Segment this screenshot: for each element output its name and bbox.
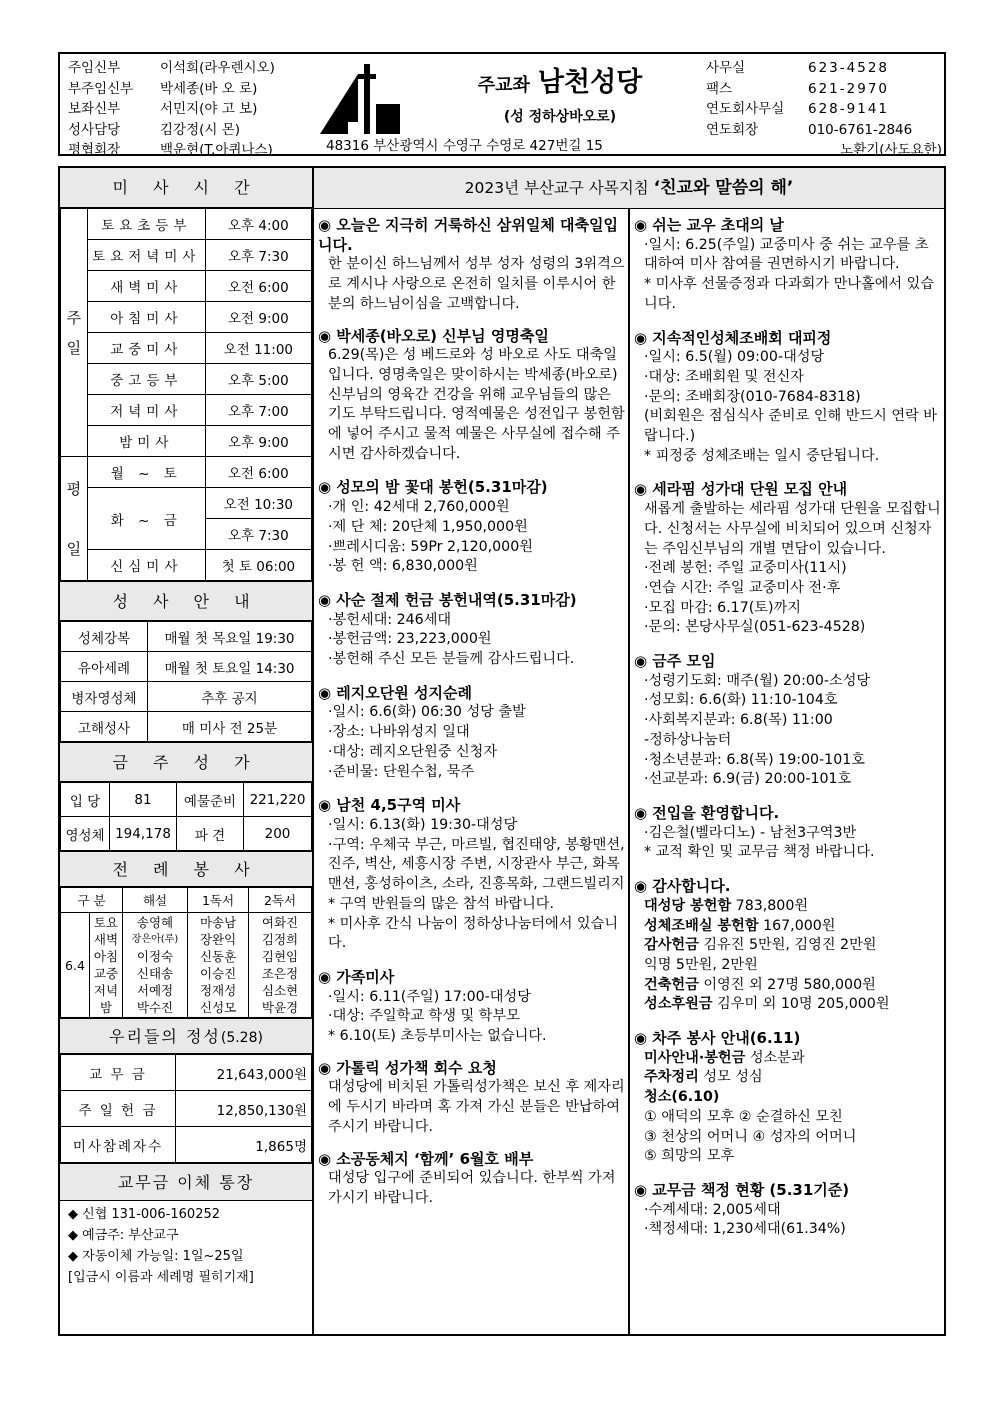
notice-line: ·봉헌금액: 23,223,000원	[328, 631, 492, 648]
notice-line: ·사회복지분과: 6.8(목) 11:00	[644, 712, 833, 729]
notice-line: ·문의: 본당사무실(051-623-4528)	[644, 619, 866, 636]
notice-line: ·성모회: 6.6(화) 11:10-104호	[644, 692, 838, 709]
hymn-number: 221,220	[244, 783, 312, 817]
liturgy-date-cell	[61, 913, 123, 1018]
notice-line: 6.29(목)은 성 베드로와 성 바오로 사도 대축일입니다. 영명축일은 맞이하시는 박세종(바오로)신부님의 영육간 건강을 위해 교우님들의 많은 기도 부탁드립니다. 영적예물은 성전입구 봉헌함에 넣어 주시고 물적 예물은 사무실에 접수해 주시면 감사하겠습니다.	[328, 347, 625, 462]
offering-amount: 1,865명	[176, 1127, 312, 1163]
sacrament-schedule: 매 미사 전 25분	[148, 712, 312, 742]
notices-right	[634, 216, 942, 1254]
contact-row	[706, 140, 942, 161]
liturgy-cell	[249, 913, 312, 1018]
account-line: [입금시 이름과 세례명 필히기재]	[68, 1270, 254, 1285]
mass-times-table	[60, 208, 312, 581]
account-line: ◆ 예금주: 부산교구	[68, 1228, 179, 1243]
mass-name: 교중미사	[87, 333, 205, 364]
notice-title: ◉ 레지오단원 성지순례	[318, 683, 472, 702]
sacrament-name: 병자영성체	[61, 682, 148, 712]
notice-title: ◉ 세라핌 성가대 단원 모집 안내	[634, 480, 848, 499]
notice-line: -정하상나눔터	[644, 731, 732, 748]
contact-row	[706, 99, 942, 120]
liturgy-date-wrap	[61, 913, 122, 1017]
notice-line: * 미사후 선물증정과 다과회가 만나홀에서 있습니다.	[644, 276, 935, 312]
notice-line: ·봉헌세대: 246세대	[328, 611, 452, 628]
contact-row	[706, 120, 942, 141]
sacrament-schedule: 매월 첫 목요일 19:30	[148, 622, 312, 652]
liturgy-person: 박수진	[136, 1000, 174, 1015]
weekday-label: 평 일	[61, 457, 88, 581]
liturgy-person: 신성모	[199, 1000, 237, 1015]
liturgy-person: 이승진	[199, 966, 237, 981]
notice-line: 건축헌금 이영진 외 27명 580,000원	[644, 976, 876, 993]
choir-row	[61, 783, 312, 817]
notice-item	[634, 877, 942, 1015]
liturgy-person: 신태송	[136, 966, 174, 981]
liturgy-mass-name: 새벽	[93, 932, 119, 947]
notice-line: ·일시: 6.13(화) 19:30-대성당	[328, 816, 518, 833]
offering-amount: 12,850,130원	[176, 1091, 312, 1127]
liturgy-row	[61, 913, 312, 1018]
staff-name: 김강정(시 몬)	[160, 121, 241, 138]
contact-value: 623-4528	[808, 60, 889, 76]
offering-label: 미사참례자수	[61, 1127, 176, 1163]
mass-time: 오전 9:00	[205, 302, 311, 333]
notice-item	[634, 1181, 942, 1240]
parish-address: 48316 부산광역시 수영구 수영로 427번길 15	[326, 138, 603, 154]
mass-row	[61, 240, 312, 271]
sacrament-row	[61, 712, 312, 742]
notice-line: 새롭게 출발하는 세라핌 성가대 단원을 모집합니다. 신청서는 사무실에 비치되어 있으며 신청자는 주임신부님의 개별 면담이 있습니다.	[644, 501, 941, 557]
liturgy-person: 심소현	[261, 983, 299, 998]
notice-line: ·김은철(벨라디노) - 남천3구역3반	[644, 824, 857, 841]
liturgy-person: 여화진	[261, 915, 299, 930]
notice-title: ◉ 교무금 책정 현황 (5.31기준)	[634, 1180, 850, 1199]
notice-line: 성체조배실 봉헌함 167,000원	[644, 917, 836, 934]
liturgy-header-row	[61, 888, 312, 913]
sacrament-row	[61, 652, 312, 682]
offering-table	[60, 1054, 312, 1163]
notice-item	[318, 1150, 626, 1209]
staff-role: 보좌신부	[68, 101, 121, 117]
mass-row	[61, 271, 312, 302]
notice-line: ·구역: 우체국 부근, 마르빌, 협진태양, 봉황맨션, 진주, 벽산, 세흥시장 주변, 시장관사 부근, 화목맨션, 홍성하이츠, 소라, 진흥목화, 그랜드빌리지	[328, 836, 625, 893]
contact-value: 621-2970	[808, 80, 889, 97]
contact-value: 010-6761-2846	[808, 121, 913, 138]
liturgy-person: 마송남	[199, 915, 237, 930]
mass-name: 월 ~ 토	[87, 457, 205, 488]
contact-label: 사무실	[706, 60, 746, 76]
liturgy-person: 조은정	[261, 966, 299, 981]
mass-time: 오후 7:30	[205, 519, 311, 550]
mass-row	[61, 209, 312, 240]
liturgy-cell	[123, 913, 188, 1018]
notice-title: ◉ 감사합니다.	[634, 877, 731, 896]
notice-title: ◉ 차주 봉사 안내(6.11)	[634, 1029, 801, 1048]
staff-row	[68, 120, 275, 141]
liturgy-date: 6.4	[65, 957, 85, 973]
notice-line: ·문의: 조배회장(010-7684-8318)	[644, 388, 861, 405]
liturgy-cell	[188, 913, 249, 1018]
mass-time: 오후 7:30	[205, 240, 311, 271]
staff-name: 이석희(라우렌시오)	[160, 60, 275, 76]
mass-time: 오후 4:00	[205, 209, 311, 240]
staff-row	[68, 58, 275, 79]
sacrament-name: 성체강복	[61, 622, 148, 652]
liturgy-person: 장완익	[199, 932, 237, 947]
notice-item	[318, 796, 626, 954]
liturgy-person: 김현임	[261, 949, 299, 964]
left-column	[60, 168, 312, 1291]
notice-item	[318, 591, 626, 670]
mass-name: 신심미사	[87, 550, 205, 581]
mass-name: 화 ~ 금	[87, 488, 205, 550]
sacrament-name: 유아세례	[61, 652, 148, 682]
offering-amount: 21,643,000원	[176, 1055, 312, 1091]
mass-time: 첫 토 06:00	[205, 550, 311, 581]
notice-item	[318, 1059, 626, 1138]
notice-line: * 구역 반원들의 많은 참석 바랍니다.	[328, 895, 555, 912]
liturgy-person: 서예정	[136, 983, 174, 998]
contact-list	[706, 58, 942, 161]
mass-time: 오전 10:30	[205, 488, 311, 519]
offering-row	[61, 1055, 312, 1091]
mass-row	[61, 426, 312, 457]
liturgy-mass-list	[89, 913, 122, 1017]
notice-line: ·제 단 체: 20단체 1,950,000원	[328, 518, 528, 535]
sacrament-row	[61, 682, 312, 712]
notice-line: ·일시: 6.5(월) 09:00-대성당	[644, 349, 825, 366]
contact-label: 연도회장	[706, 121, 759, 138]
notice-line: 주차정리 성모 성심	[644, 1069, 763, 1086]
notice-line: 청소(6.10)	[644, 1089, 720, 1106]
notice-title: ◉ 가족미사	[318, 967, 395, 986]
notice-line: ·청소년분과: 6.8(목) 19:00-101호	[644, 751, 865, 768]
contact-label: 팩스	[706, 80, 733, 97]
sacrament-schedule: 매월 첫 토요일 14:30	[148, 652, 312, 682]
notice-line: ·일시: 6.6(화) 06:30 성당 출발	[328, 704, 526, 721]
staff-role: 성사담당	[68, 121, 121, 138]
notice-title: ◉ 금주 모임	[634, 652, 716, 671]
liturgy-person: 김정희	[261, 932, 299, 947]
account-info	[64, 1201, 316, 1291]
notice-title: ◉ 전입을 환영합니다.	[634, 803, 780, 822]
contact-value: 노환기(사도요한)	[840, 142, 942, 158]
notice-line: ·봉헌해 주신 모든 분들께 감사드립니다.	[328, 651, 575, 668]
hymn-number: 194,178	[110, 817, 177, 851]
mass-row	[61, 364, 312, 395]
notice-line: 대성당 입구에 준비되어 있습니다. 한부씩 가져 가시기 바랍니다.	[328, 1170, 616, 1206]
account-line: ◆ 신협 131-006-160252	[68, 1207, 221, 1222]
mass-name: 중고등부	[87, 364, 205, 395]
staff-list	[68, 58, 275, 161]
liturgy-person: 정재성	[199, 983, 237, 998]
notice-line: ·모집 마감: 6.17(토)까지	[644, 599, 801, 616]
notice-item	[634, 804, 942, 863]
mass-name: 토요저녁미사	[87, 240, 205, 271]
notice-title: ◉ 오늘은 지극히 거룩하신 삼위일체 대축일입니다.	[318, 216, 619, 254]
notice-line: ·개 인: 42세대 2,760,000원	[328, 499, 510, 516]
notice-item	[634, 1029, 942, 1167]
mass-row	[61, 302, 312, 333]
choir-table	[60, 782, 312, 851]
notice-line: 한 분이신 하느님께서 성부 성자 성령의 3위격으로 계시나 사랑으로 온전히 일치를 이루시어 한 분의 하느님이심을 고백합니다.	[328, 256, 625, 312]
offering-row	[61, 1127, 312, 1163]
mass-time: 오전 11:00	[205, 333, 311, 364]
staff-role: 주임신부	[68, 60, 121, 76]
notice-item	[318, 327, 626, 465]
diocese-motto-banner: 2023년 부산교구 사목지침 ‘친교와 말씀의 해’	[314, 168, 944, 208]
liturgy-mass-name: 아침	[93, 949, 119, 964]
hymn-label: 입 당	[61, 783, 110, 817]
notice-line: ·성령기도회: 매주(월) 20:00-소성당	[644, 672, 871, 689]
notice-line: ·일시: 6.25(주일) 교중미사 중 쉬는 교우를 초대하여 미사 참여를 권면하시기 바랍니다.	[644, 236, 929, 273]
notice-item	[318, 684, 626, 783]
notice-title: ◉ 남천 4,5구역 미사	[318, 796, 461, 815]
notice-line: ⑤ 희망의 모후	[644, 1148, 735, 1165]
staff-role: 평협회장	[68, 142, 121, 158]
notice-line: ·대상: 레지오단원중 신청자	[328, 743, 498, 760]
mass-name: 토요초등부	[87, 209, 205, 240]
notice-item	[318, 478, 626, 577]
choir-heading: 금 주 성 가	[60, 742, 312, 782]
sunday-label: 주 일	[61, 209, 88, 457]
notice-title: ◉ 가톨릭 성가책 회수 요청	[318, 1058, 497, 1077]
liturgy-col-header: 구 분	[61, 888, 123, 913]
notice-item	[634, 480, 942, 638]
staff-role: 부주임신부	[68, 80, 134, 97]
choir-row	[61, 817, 312, 851]
mass-name: 새벽미사	[87, 271, 205, 302]
liturgy-mass-name: 교중	[93, 966, 119, 981]
liturgy-person: 송영혜	[136, 915, 174, 930]
notice-line: (비회원은 점심식사 준비로 인해 반드시 연락 바랍니다.)	[644, 408, 937, 445]
sacrament-schedule: 추후 공지	[148, 682, 312, 712]
notice-line: 성소후원금 김우미 외 10명 205,000원	[644, 996, 890, 1013]
staff-name: 박세종(바 오 로)	[160, 80, 258, 97]
notice-line: ·준비물: 단원수첩, 묵주	[328, 763, 475, 780]
notice-line: ·봉 헌 액: 6,830,000원	[328, 558, 478, 575]
parish-title: 주교좌 남천성당	[477, 67, 643, 98]
mass-time: 오후 7:00	[205, 395, 311, 426]
liturgy-mass-name: 저녁	[93, 983, 119, 998]
contact-label: 연도회사무실	[706, 101, 785, 117]
notice-line: ·책정세대: 1,230세대(61.34%)	[644, 1221, 846, 1238]
mass-row	[61, 488, 312, 519]
mass-time: 오후 5:00	[205, 364, 311, 395]
notice-line: ① 애덕의 모후 ② 순결하신 모친	[644, 1108, 843, 1125]
offering-row	[61, 1091, 312, 1127]
sacrament-name: 고해성사	[61, 712, 148, 742]
bulletin-header	[58, 52, 946, 156]
account-line: ◆ 자동이체 가능일: 1일~25일	[68, 1249, 244, 1264]
patron-saint: (성 정하상바오로)	[503, 109, 617, 125]
liturgy-mass-name: 밤	[99, 1000, 113, 1015]
mass-time: 오전 6:00	[205, 457, 311, 488]
notice-line: * 교적 확인 및 교무금 책정 바랍니다.	[644, 844, 875, 861]
hymn-label: 파 견	[177, 817, 244, 851]
mass-name: 저녁미사	[87, 395, 205, 426]
mass-name: 아침미사	[87, 302, 205, 333]
notice-line: ·수계세대: 2,005세대	[644, 1201, 781, 1218]
contact-row	[706, 58, 942, 79]
notice-line: ·연습 시간: 주일 교중미사 전·후	[644, 579, 841, 596]
mass-row	[61, 333, 312, 364]
staff-name: 백운현(T.아퀴나스)	[160, 142, 273, 158]
notices-left	[318, 216, 626, 1223]
contact-value: 628-9141	[808, 101, 889, 117]
mass-row	[61, 550, 312, 581]
notice-line: 미사안내·봉헌금 성소분과	[644, 1049, 805, 1066]
notice-item	[634, 329, 942, 467]
liturgy-person: 장은아(루)	[131, 934, 179, 945]
liturgy-person: 박윤경	[261, 1000, 299, 1015]
notice-line: ·장소: 나바위성지 일대	[328, 724, 470, 741]
liturgy-col-header: 해설	[123, 888, 188, 913]
notice-item	[634, 216, 942, 315]
contact-label	[706, 140, 802, 161]
liturgy-col-header: 1독서	[188, 888, 249, 913]
notice-item	[634, 652, 942, 790]
sacrament-row	[61, 622, 312, 652]
staff-row	[68, 79, 275, 100]
notice-line: * 6.10(토) 초등부미사는 없습니다.	[328, 1028, 547, 1045]
notice-line: ·일시: 6.11(주일) 17:00-대성당	[328, 988, 531, 1005]
offering-heading: 우리들의 정성(5.28)	[60, 1018, 312, 1054]
liturgy-table	[60, 887, 312, 1018]
hymn-label: 영성체	[61, 817, 110, 851]
mass-times-heading: 미 사 시 간	[60, 168, 312, 208]
notice-title: ◉ 지속적인성체조배회 대피정	[634, 328, 832, 347]
liturgy-mass-name: 토요	[93, 915, 119, 930]
liturgy-person: 신동훈	[199, 949, 237, 964]
notice-line: * 피정중 성체조배는 일시 중단됩니다.	[644, 447, 880, 464]
liturgy-heading: 전 례 봉 사	[60, 851, 312, 887]
mass-row	[61, 457, 312, 488]
mass-name: 밤미사	[87, 426, 205, 457]
hymn-number: 200	[244, 817, 312, 851]
notice-line: ·선교분과: 6.9(금) 20:00-101호	[644, 771, 852, 788]
offering-label: 주 일 헌 금	[61, 1091, 176, 1127]
offering-label: 교 무 금	[61, 1055, 176, 1091]
notice-line: 대성당 봉헌함 783,800원	[644, 897, 809, 914]
notice-line: 익명 5만원, 2만원	[644, 956, 758, 973]
church-logo-icon	[318, 60, 402, 136]
hymn-label: 예물준비	[177, 783, 244, 817]
notice-line: ·대상: 조배회원 및 전신자	[644, 368, 804, 385]
staff-row	[68, 140, 275, 161]
liturgy-person: 이정숙	[136, 949, 174, 964]
notice-title: ◉ 쉬는 교우 초대의 날	[634, 216, 784, 234]
notice-item	[318, 968, 626, 1047]
notice-line: ·쁘레시디움: 59Pr 2,120,000원	[328, 538, 533, 555]
sacrament-table	[60, 621, 312, 742]
notice-line: ·대상: 주일학교 학생 및 학부모	[328, 1008, 520, 1025]
notice-line: ·전례 봉헌: 주일 교중미사(11시)	[644, 560, 847, 577]
notice-title: ◉ 사순 절제 헌금 봉헌내역(5.31마감)	[318, 590, 577, 609]
notice-title: ◉ 성모의 밤 꽃대 봉헌(5.31마감)	[318, 478, 548, 497]
mass-time: 오후 9:00	[205, 426, 311, 457]
notice-item	[318, 216, 626, 315]
hymn-number: 81	[110, 783, 177, 817]
notice-line: * 미사후 간식 나눔이 정하상나눔터에서 있습니다.	[328, 915, 619, 952]
notice-line: ③ 천상의 어머니 ④ 성자의 어머니	[644, 1128, 857, 1145]
staff-row	[68, 99, 275, 120]
notice-line: 감사헌금 김유진 5만원, 김영진 2만원	[644, 937, 877, 954]
notice-line: 대성당에 비치된 가톨릭성가책은 보신 후 제자리에 두시기 바라며 혹 가져 가신 분들은 반납하여 주시기 바랍니다.	[328, 1079, 625, 1135]
mass-time: 오전 6:00	[205, 271, 311, 302]
notice-title: ◉ 박세종(바오로) 신부님 영명축일	[318, 326, 549, 345]
account-heading: 교무금 이체 통장	[60, 1163, 312, 1201]
staff-name: 서민지(야 고 보)	[160, 101, 258, 117]
liturgy-col-header: 2독서	[249, 888, 312, 913]
sacrament-heading: 성 사 안 내	[60, 581, 312, 621]
contact-row	[706, 79, 942, 100]
mass-row	[61, 395, 312, 426]
notice-title: ◉ 소공동체지 ‘함께’ 6월호 배부	[318, 1149, 534, 1168]
